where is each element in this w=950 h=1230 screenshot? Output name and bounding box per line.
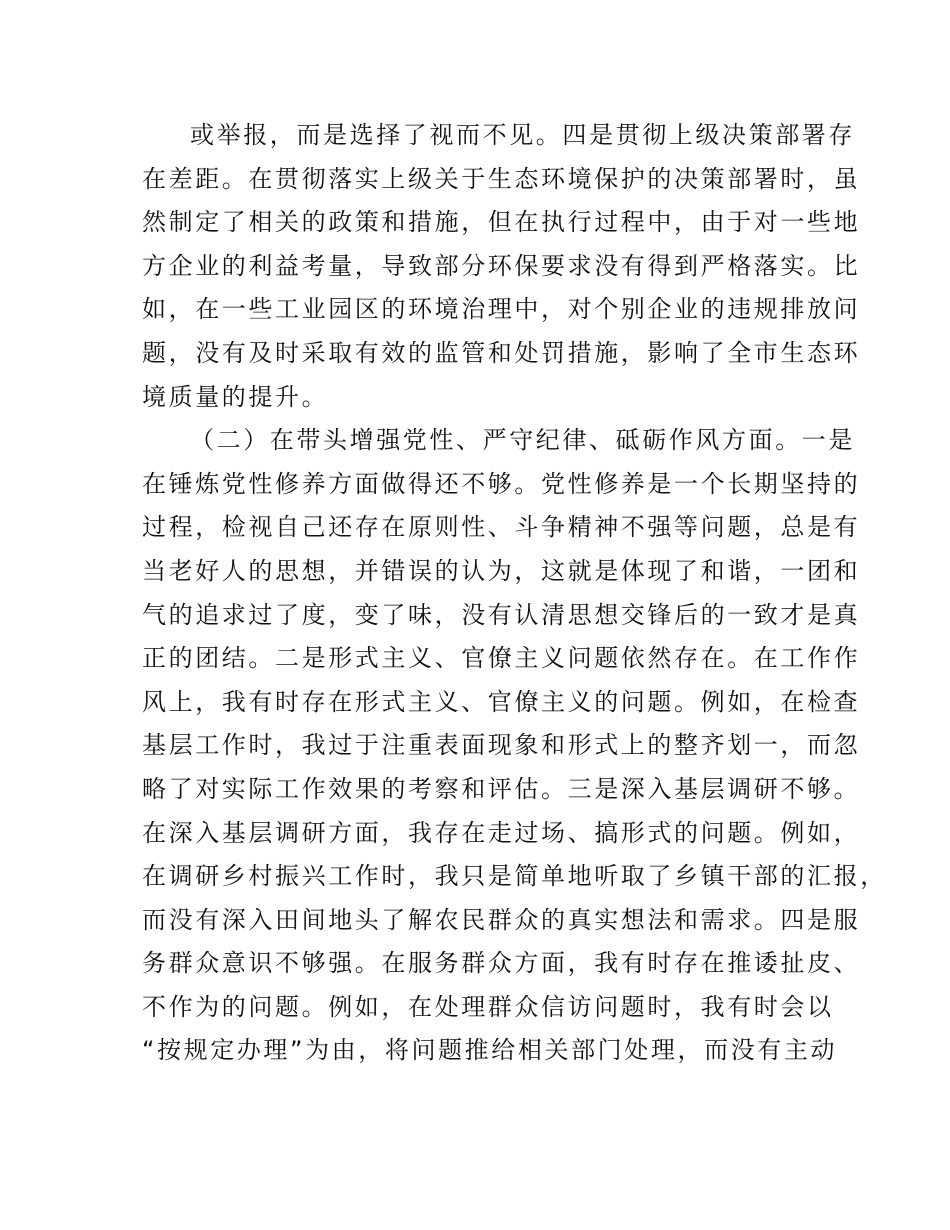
- text-line: 题，没有及时采取有效的监管和处罚措施，影响了全市生态环: [142, 338, 861, 367]
- text-line: 在深入基层调研方面，我存在走过场、搞形式的问题。例如，: [142, 818, 861, 847]
- text-line: 不作为的问题。例如，在处理群众信访问题时，我有时会以: [142, 992, 834, 1021]
- text-line: 或举报，而是选择了视而不见。四是贯彻上级决策部署存: [190, 121, 855, 149]
- text-line: 当老好人的思想，并错误的认为，这就是体现了和谐，一团和: [142, 556, 861, 585]
- section-heading-line: （二）在带头增强党性、严守纪律、砥砺作风方面。一是: [190, 426, 855, 455]
- text-line: 境质量的提升。: [142, 382, 329, 411]
- text-line: 如，在一些工业园区的环境治理中，对个别企业的违规排放问: [142, 295, 861, 324]
- text-line: 在锤炼党性修养方面做得还不够。党性修养是一个长期坚持的: [142, 469, 861, 498]
- text-line: 略了对实际工作效果的考察和评估。三是深入基层调研不够。: [142, 774, 861, 803]
- text-line: 然制定了相关的政策和措施，但在执行过程中，由于对一些地: [142, 208, 861, 237]
- text-line: 基层工作时，我过于注重表面现象和形式上的整齐划一，而忽: [142, 731, 861, 760]
- text-line: 而没有深入田间地头了解农民群众的真实想法和需求。四是服: [142, 905, 861, 934]
- paragraph-2: [142, 419, 887, 1073]
- text-line: 在调研乡村振兴工作时，我只是简单地听取了乡镇干部的汇报，: [142, 862, 887, 891]
- text-line: 方企业的利益考量，导致部分环保要求没有得到严格落实。比: [142, 251, 861, 280]
- text-line: 正的团结。二是形式主义、官僚主义问题依然存在。在工作作: [142, 644, 861, 673]
- text-line: 过程，检视自己还存在原则性、斗争精神不强等问题，总是有: [142, 513, 861, 542]
- text-line: 气的追求过了度，变了味，没有认清思想交锋后的一致才是真: [142, 600, 861, 629]
- document-page: [142, 114, 887, 1073]
- paragraph-1: [142, 114, 861, 419]
- text-line: 在差距。在贯彻落实上级关于生态环境保护的决策部署时，虽: [142, 164, 861, 193]
- text-line: “按规定办理”为由，将问题推给相关部门处理，而没有主动: [142, 1036, 838, 1065]
- text-line: 风上，我有时存在形式主义、官僚主义的问题。例如，在检查: [142, 687, 861, 716]
- text-line: 务群众意识不够强。在服务群众方面，我有时存在推诿扯皮、: [142, 949, 861, 978]
